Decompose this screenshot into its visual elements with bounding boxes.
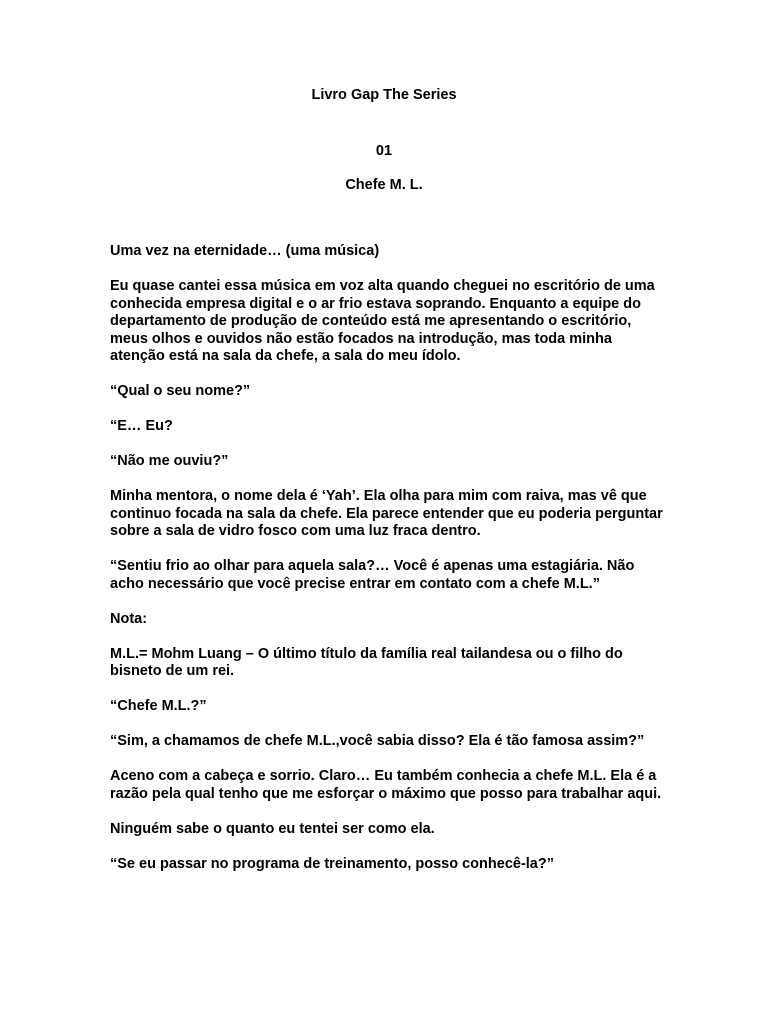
chapter-title: Chefe M. L.	[345, 177, 423, 193]
paragraph: “Se eu passar no programa de treinamento, posso conhecê-la?”	[110, 855, 554, 872]
paragraph: Uma vez na eternidade… (uma música)	[110, 243, 380, 259]
document-title: Livro Gap The Series	[311, 87, 457, 103]
paragraph: “Chefe M.L.?”	[110, 698, 207, 714]
paragraph: Aceno com a cabeça e sorrio. Claro… Eu também conhecia a chefe M.L. Ela é a razão pela qual tenho que me esforçar o máximo que posso para trabalhar aqui.	[110, 768, 662, 802]
paragraph: “Não me ouviu?”	[110, 453, 229, 469]
paragraph: “Sentiu frio ao olhar para aquela sala?… Você é apenas uma estagiária. Não acho necessário que você precise entrar em contato com a chefe M.L.”	[110, 558, 635, 592]
paragraph: “Sim, a chamamos de chefe M.L.,você sabia disso? Ela é tão famosa assim?”	[110, 733, 645, 749]
paragraph: Minha mentora, o nome dela é ‘Yah’. Ela olha para mim com raiva, mas vê que continuo focada na sala da chefe. Ela parece entender que eu poderia perguntar sobre a sala de vidro fosco com uma luz fraca dentro.	[110, 488, 663, 539]
paragraph: “Qual o seu nome?”	[110, 383, 251, 399]
chapter-number: 01	[375, 143, 393, 159]
paragraph: “E… Eu?	[110, 418, 173, 434]
document-body	[110, 243, 670, 891]
paragraph: M.L.= Mohm Luang – O último título da família real tailandesa ou o filho do bisneto de um rei.	[110, 645, 623, 679]
paragraph: Nota:	[110, 610, 148, 627]
paragraph: Eu quase cantei essa música em voz alta quando cheguei no escritório de uma conhecida empresa digital e o ar frio estava soprando. Enquanto a equipe do departamento de produção de conteúdo está me apresentando o escritório, meus olhos e ouvidos não estão focados na introdução, mas toda minha atenção está na sala da chefe, a sala do meu ídolo.	[110, 278, 655, 364]
paragraph: Ninguém sabe o quanto eu tentei ser como ela.	[110, 820, 435, 837]
